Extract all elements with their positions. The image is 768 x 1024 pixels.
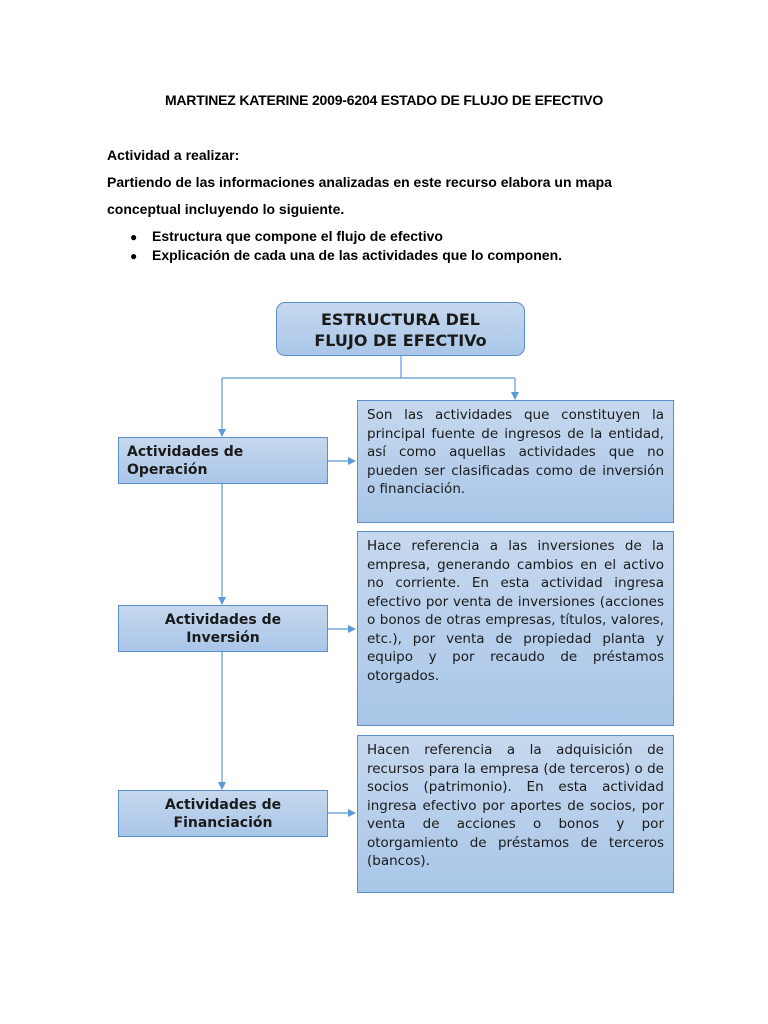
bullet-text: Estructura que compone el flujo de efectivo xyxy=(152,228,443,244)
node-operacion-line-1: Actividades de xyxy=(127,444,244,460)
node-operacion-line-2: Operación xyxy=(127,462,208,478)
desc-operacion: Son las actividades que constituyen la principal fuente de ingresos de la entidad, así como aquellas actividades que no pueden ser clasificadas como de inversión o financiación. xyxy=(357,400,674,523)
bullet-icon: ● xyxy=(130,230,138,244)
desc-financiacion: Hacen referencia a la adquisición de recursos para la empresa (de terceros) o de socios (patrimonio). En esta actividad ingresa efectivo por aportes de socios, por venta de acciones o bonos y por otorgamiento de préstamos de terceros (bancos). xyxy=(357,735,674,893)
node-inversion-line-2: Inversión xyxy=(186,630,260,646)
desc-inversion: Hace referencia a las inversiones de la empresa, generando cambios en el activo no corriente. En esta actividad ingresa efectivo por venta de inversiones (acciones o bonos de otras empresas, títulos, valores, etc.), por venta de propiedad planta y equipo y por recaudo de préstamos otorgados. xyxy=(357,531,674,726)
root-node-line-1: ESTRUCTURA DEL xyxy=(320,310,480,329)
bullet-text: Explicación de cada una de las actividades que lo componen. xyxy=(152,247,563,263)
page-title: MARTINEZ KATERINE 2009-6204 ESTADO DE FLUJO DE EFECTIVO xyxy=(164,92,604,108)
node-inversion xyxy=(118,605,328,652)
root-node xyxy=(276,302,525,356)
instruction-line-1: Partiendo de las informaciones analizadas en este recurso elabora un mapa xyxy=(107,174,612,190)
node-financiacion-line-1: Actividades de xyxy=(164,797,282,813)
bullet-icon: ● xyxy=(130,249,138,263)
node-financiacion-line-2: Financiación xyxy=(173,815,273,831)
node-financiacion xyxy=(118,790,328,837)
node-inversion-line-1: Actividades de xyxy=(164,612,282,628)
activity-label: Actividad a realizar: xyxy=(107,147,240,163)
node-operacion xyxy=(118,437,328,484)
instruction-line-2: conceptual incluyendo lo siguiente. xyxy=(107,201,345,217)
root-node-line-2: FLUJO DE EFECTIVo xyxy=(314,331,487,350)
